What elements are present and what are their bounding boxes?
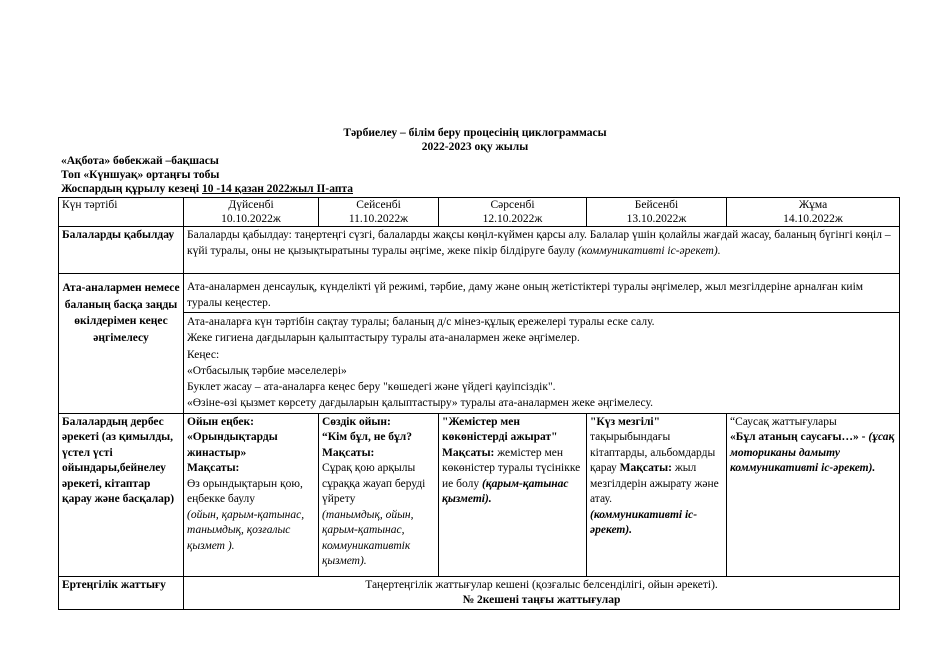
goal-label: Мақсаты: [442, 446, 495, 459]
row-reception [59, 227, 900, 274]
reception-note: (коммуникативті іс-әрекет). [577, 244, 721, 257]
activity-name: «Орындықтарды жинастыр» [187, 431, 278, 459]
title-line-1: Тәрбиелеу – білім беру процесінің циклограммасы [343, 127, 607, 139]
activity-note: (коммуникативті іс-әрекет). [590, 508, 698, 537]
row-parents-1 [59, 274, 900, 313]
reception-text-cell [184, 227, 900, 274]
parents-line: Жеке гигиена дағдыларын қалыптастыру туралы ата-аналармен жеке әңгімелер. [187, 332, 580, 345]
goal-label: Мақсаты: [619, 462, 672, 475]
goal-text: Өз орындықтарын қою, еңбекке баулу [187, 477, 303, 506]
day-name: Бейсенбі [634, 199, 679, 211]
activity-name: "Күз мезгілі" [590, 415, 660, 428]
row-label-morning: Ертеңгілік жаттығу [59, 576, 184, 609]
parents-line: Ата-аналарға күн тәртібін сақтау туралы; баланың д/с мінез-құлық ережелері туралы еске салу. [187, 316, 655, 328]
corner-cell: Күн тәртібі [59, 198, 184, 227]
day-name: Дүйсенбі [228, 199, 274, 211]
activity-text: тақырыбындағы кітаптарды, альбомдарды қарау [590, 431, 716, 475]
activity-fri [727, 413, 900, 576]
day-name: Жұма [798, 199, 828, 211]
activity-thu [587, 413, 727, 576]
document-meta [61, 154, 353, 196]
day-name: Сәрсенбі [490, 199, 535, 211]
row-activity [59, 413, 900, 576]
row-label-reception: Балаларды қабылдау [59, 227, 184, 274]
activity-note: (ұсақ моториканы дамыту коммуникативті іс-әрекет). [730, 431, 895, 475]
morning-text: Таңертеңгілік жаттығулар кешені (қозғалыс белсенділігі, ойын әрекеті). [365, 578, 718, 591]
kindergarten-name: «Ақбота» бөбекжай –бақшасы [61, 155, 219, 167]
morning-cell [184, 576, 900, 609]
day-header-wed [439, 198, 587, 227]
day-header-thu [587, 198, 727, 227]
reception-text: Балаларды қабылдау: таңертеңгі сүзгі, балаларды жақсы көңіл-күймен қарсы алу. Балалар үшін қолайлы жағдай жасау, баланың бүгінгі көңіл – күйі туралы, оны не қызықтыратыны туралы әңгіме, жеке пікір білдіруге баулу [187, 229, 891, 257]
plan-period-line [61, 182, 353, 196]
parents-line: Буклет жасау – ата-аналарға кеңес беру "көшедегі және үйдегі қауіпсіздік". [187, 381, 556, 394]
day-date: 13.10.2022ж [626, 213, 687, 225]
activity-note: (танымдық, ойын, қарым-қатынас, коммуникативтік қызмет). [322, 508, 414, 568]
day-date: 11.10.2022ж [348, 213, 409, 225]
goal-text: Сұрақ қою арқылы сұраққа жауап беруді үйрету [322, 462, 426, 506]
activity-paragraph [590, 415, 723, 508]
day-date: 12.10.2022ж [482, 213, 543, 225]
row-morning [59, 576, 900, 609]
parents-line: «Өзіне-өзі қызмет көрсету дағдыларын қалыптастыру» туралы ата-аналармен жеке әңгімелесу. [187, 397, 653, 410]
row-parents-2 [59, 313, 900, 414]
row-label-parents: Ата-аналармен немесе баланың басқа заңды өкілдерімен кеңес әңгімелесу [59, 274, 184, 414]
parents-text-1: Ата-аналармен денсаулық, күнделікті үй режимі, тәрбие, даму және оның жетістіктері туралы әңгімелер, жыл мезгілдеріне арналған киім туралы кеңестер. [184, 274, 900, 313]
document-title [0, 126, 950, 154]
activity-note: (қарым-қатынас қызметі). [442, 477, 569, 506]
activity-mon [184, 413, 319, 576]
goal-text: жемістер мен көкөністер туралы түсінікке ие болу [442, 446, 581, 490]
activity-paragraph [730, 430, 896, 477]
parents-line: Кеңес: [187, 348, 220, 361]
activity-wed [439, 413, 587, 576]
day-header-fri [727, 198, 900, 227]
cyclogram-table [58, 197, 900, 610]
activity-tue [319, 413, 439, 576]
day-name: Сейсенбі [356, 199, 401, 211]
activity-name: «Бұл атаның саусағы…» - [730, 431, 866, 444]
activity-title: Сөздік ойын: [322, 415, 391, 428]
plan-label: Жоспардың құрылу кезеңі [61, 183, 202, 195]
activity-title: “Саусақ жаттығулары [730, 415, 837, 428]
table-header-row [59, 198, 900, 227]
goal-paragraph [442, 446, 583, 508]
goal-label: Мақсаты: [187, 462, 240, 475]
activity-note: (ойын, қарым-қатынас, танымдық, қозғалыс қызмет ). [187, 508, 305, 552]
parents-line: «Отбасылық тәрбие мәселелері» [187, 364, 347, 377]
morning-complex: № 2кешені таңғы жаттығулар [462, 593, 621, 606]
group-name: Топ «Күншуақ» ортаңғы тобы [61, 169, 220, 181]
day-header-tue [319, 198, 439, 227]
plan-period: 10 -14 қазан 2022жыл II-апта [201, 183, 354, 195]
goal-text: жыл мезгілдерін ажырату және атау. [590, 462, 719, 506]
day-date: 10.10.2022ж [221, 213, 281, 225]
title-line-2: 2022-2023 оқу жылы [421, 141, 529, 153]
day-header-mon [184, 198, 319, 227]
day-date: 14.10.2022ж [783, 213, 843, 225]
parents-text-2 [184, 313, 900, 414]
activity-name: "Жемістер мен көкөністерді ажырат" [442, 415, 558, 444]
goal-label: Мақсаты: [322, 446, 375, 459]
row-label-activity: Балалардың дербес әрекеті (аз қимылды, үстел үсті ойындары,бейнелеу әрекеті, кітаптар қарау және басқалар) [59, 413, 184, 576]
activity-name: “Кім бұл, не бұл? [322, 431, 413, 444]
activity-title: Ойын еңбек: [187, 415, 254, 428]
